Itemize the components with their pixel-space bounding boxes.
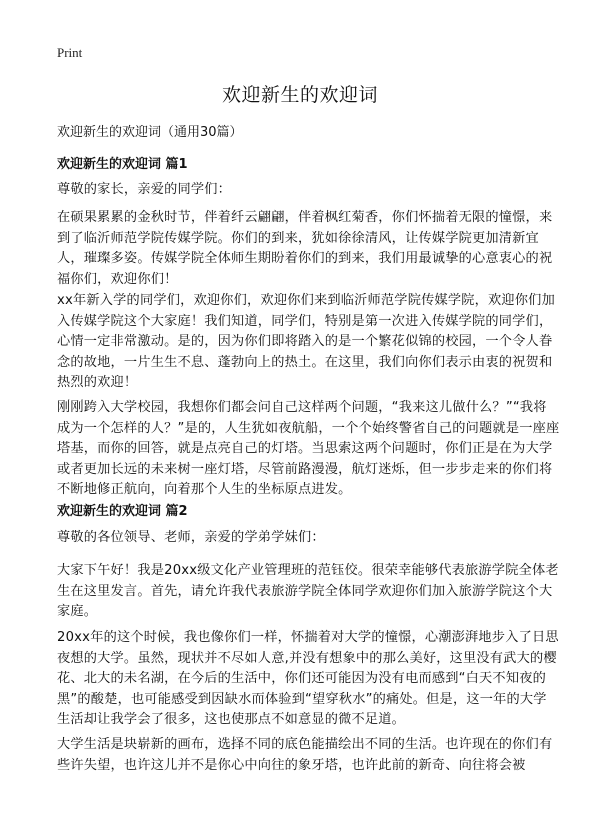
- paragraph: 大学生活是块崭新的画布，选择不同的底色能描绘出不同的生活。也许现在的你们有些许失望，也许这儿并不是你心中向往的象牙塔，也许此前的新奇、向往将会被: [57, 737, 553, 773]
- paragraph: 大家下午好！我是20xx级文化产业管理班的范钰佼。很荣幸能够代表旅游学院全体老生在这里发言。首先，请允许我代表旅游学院全体同学欢迎你们加入旅游学院这个大家庭。: [57, 563, 559, 619]
- section-heading-2: 欢迎新生的欢迎词 篇2: [57, 504, 188, 519]
- paragraph: 刚刚跨入大学校园，我想你们都会问自己这样两个问题，“我来这儿做什么？”“我将成为一个怎样的人？”是的，人生犹如夜航船，一个个始终警省自己的问题就是一座座塔基，而你的回答，就是点亮自己的灯塔。当思索这两个问题时，你们正是在为大学或者更加长远的未来树一座灯塔，尽管前路漫漫，航灯迷烁，但一步步走来的你们将不断地修正航向，向着那个人生的坐标原点进发。: [57, 400, 560, 497]
- paragraph: xx年新入学的同学们，欢迎你们，欢迎你们来到临沂师范学院传媒学院，欢迎你们加入传媒学院这个大家庭！我们知道，同学们，特别是第一次进入传媒学院的同学们，心情一定非常激动。是的，因为你们即将踏入的是一个繁花似锦的校园，一个令人眷念的故地，一片生生不息、蓬勃向上的热土。在这里，我们向你们表示由衷的祝贺和热烈的欢迎！: [57, 293, 555, 390]
- paragraph: 尊敬的家长，亲爱的同学们：: [57, 182, 232, 197]
- paragraph: 尊敬的各位领导、老师，亲爱的学弟学妹们：: [57, 530, 325, 545]
- section-heading-1: 欢迎新生的欢迎词 篇1: [57, 157, 188, 172]
- page-title: 欢迎新生的欢迎词: [221, 84, 378, 106]
- paragraph: 20xx年的这个时候，我也像你们一样，怀揣着对大学的憧憬，心潮澎湃地步入了日思夜想的大学。虽然，现状并不尽如人意,并没有想象中的那么美好，这里没有武大的樱花、北大的未名湖，在今后的生活中，你们还可能因为没有电而感到“白天不知夜的黑”的酸楚，也可能感受到因缺水而体验到“望穿秋水”的痛处。但是，这一年的大学生活却让我学会了很多，这也使那点不如意显的微不足道。: [57, 630, 559, 727]
- paragraph: 在硕果累累的金秋时节，伴着纤云翩翩，伴着枫红菊香，你们怀揣着无限的憧憬，来到了临沂师范学院传媒学院。你们的到来，犹如徐徐清风，让传媒学院更加清新宜人，璀璨多姿。传媒学院全体师生期盼着你们的到来，我们用最诚挚的心意衷心的祝福你们，欢迎你们！: [57, 210, 553, 287]
- print-label[interactable]: Print: [57, 45, 83, 60]
- document-subtitle: 欢迎新生的欢迎词（通用30篇）: [57, 125, 243, 140]
